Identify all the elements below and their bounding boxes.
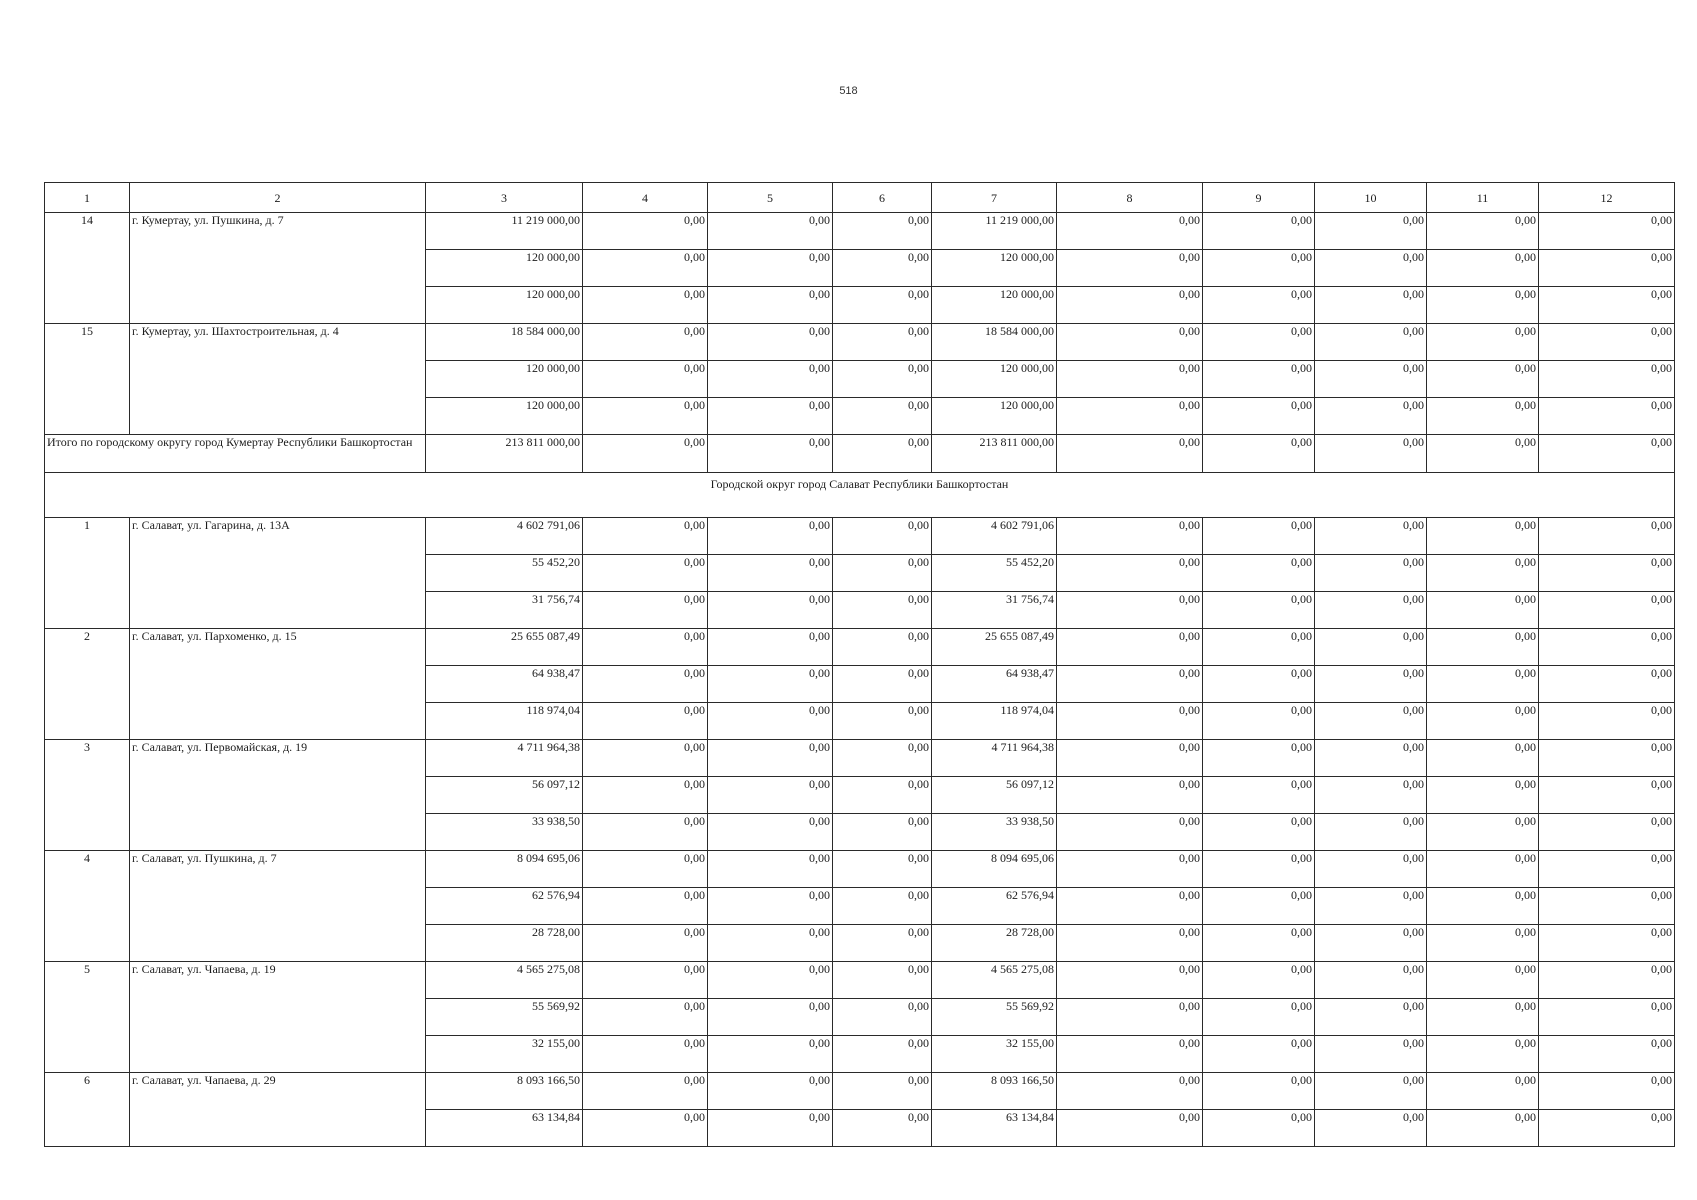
amount-cell: 0,00 xyxy=(1427,287,1539,324)
amount-cell: 0,00 xyxy=(1539,703,1675,740)
amount-cell: 4 602 791,06 xyxy=(932,518,1057,555)
amount-cell: 0,00 xyxy=(1315,398,1427,435)
total-amount-cell: 0,00 xyxy=(1315,435,1427,473)
amount-cell: 28 728,00 xyxy=(426,925,583,962)
amount-cell: 55 569,92 xyxy=(932,999,1057,1036)
amount-cell: 0,00 xyxy=(1315,888,1427,925)
amount-cell: 0,00 xyxy=(583,666,708,703)
amount-cell: 0,00 xyxy=(1427,250,1539,287)
amount-cell: 0,00 xyxy=(1539,398,1675,435)
amount-cell: 0,00 xyxy=(1315,851,1427,888)
amount-cell: 32 155,00 xyxy=(932,1036,1057,1073)
amount-cell: 0,00 xyxy=(1427,1073,1539,1110)
row-index: 15 xyxy=(45,324,130,435)
amount-cell: 120 000,00 xyxy=(426,250,583,287)
amount-cell: 28 728,00 xyxy=(932,925,1057,962)
object-address: г. Салават, ул. Чапаева, д. 19 xyxy=(130,962,426,1073)
amount-cell: 0,00 xyxy=(833,962,932,999)
amount-cell: 4 711 964,38 xyxy=(932,740,1057,777)
total-amount-cell: 0,00 xyxy=(708,435,833,473)
amount-cell: 120 000,00 xyxy=(932,361,1057,398)
amount-cell: 0,00 xyxy=(1315,250,1427,287)
amount-cell: 0,00 xyxy=(1539,592,1675,629)
amount-cell: 0,00 xyxy=(1057,250,1203,287)
amount-cell: 0,00 xyxy=(1203,398,1315,435)
amount-cell: 0,00 xyxy=(1203,740,1315,777)
total-amount-cell: 213 811 000,00 xyxy=(426,435,583,473)
table-row xyxy=(45,1073,1675,1110)
amount-cell: 62 576,94 xyxy=(932,888,1057,925)
amount-cell: 0,00 xyxy=(583,1036,708,1073)
row-index: 1 xyxy=(45,518,130,629)
amount-cell: 55 569,92 xyxy=(426,999,583,1036)
amount-cell: 0,00 xyxy=(583,1073,708,1110)
amount-cell: 0,00 xyxy=(1315,666,1427,703)
table-row xyxy=(45,213,1675,250)
amount-cell: 0,00 xyxy=(1539,287,1675,324)
amount-cell: 0,00 xyxy=(708,740,833,777)
total-row xyxy=(45,435,1675,473)
table-body xyxy=(45,183,1675,1147)
column-header: 8 xyxy=(1057,183,1203,213)
amount-cell: 0,00 xyxy=(708,555,833,592)
object-address: г. Салават, ул. Гагарина, д. 13А xyxy=(130,518,426,629)
amount-cell: 0,00 xyxy=(1539,361,1675,398)
amount-cell: 0,00 xyxy=(1057,666,1203,703)
amount-cell: 8 093 166,50 xyxy=(426,1073,583,1110)
amount-cell: 0,00 xyxy=(708,1110,833,1147)
amount-cell: 0,00 xyxy=(1203,666,1315,703)
amount-cell: 0,00 xyxy=(708,213,833,250)
amount-cell: 0,00 xyxy=(1427,213,1539,250)
amount-cell: 55 452,20 xyxy=(932,555,1057,592)
amount-cell: 0,00 xyxy=(708,398,833,435)
amount-cell: 0,00 xyxy=(583,851,708,888)
amount-cell: 63 134,84 xyxy=(932,1110,1057,1147)
amount-cell: 0,00 xyxy=(1203,555,1315,592)
amount-cell: 0,00 xyxy=(833,777,932,814)
amount-cell: 0,00 xyxy=(833,925,932,962)
amount-cell: 0,00 xyxy=(1539,1073,1675,1110)
amount-cell: 0,00 xyxy=(1539,740,1675,777)
amount-cell: 0,00 xyxy=(1315,213,1427,250)
object-address: г. Салават, ул. Пушкина, д. 7 xyxy=(130,851,426,962)
amount-cell: 0,00 xyxy=(1539,777,1675,814)
amount-cell: 0,00 xyxy=(1427,851,1539,888)
amount-cell: 0,00 xyxy=(1057,1036,1203,1073)
amount-cell: 0,00 xyxy=(1539,851,1675,888)
amount-cell: 0,00 xyxy=(708,851,833,888)
amount-cell: 0,00 xyxy=(1203,851,1315,888)
amount-cell: 0,00 xyxy=(1539,888,1675,925)
amount-cell: 25 655 087,49 xyxy=(932,629,1057,666)
amount-cell: 11 219 000,00 xyxy=(932,213,1057,250)
amount-cell: 0,00 xyxy=(1057,518,1203,555)
amount-cell: 0,00 xyxy=(833,888,932,925)
table-row xyxy=(45,740,1675,777)
amount-cell: 18 584 000,00 xyxy=(426,324,583,361)
amount-cell: 0,00 xyxy=(1427,703,1539,740)
amount-cell: 0,00 xyxy=(708,250,833,287)
total-label: Итого по городскому округу город Кумертау Республики Башкортостан xyxy=(45,435,426,473)
amount-cell: 0,00 xyxy=(833,361,932,398)
amount-cell: 0,00 xyxy=(1057,777,1203,814)
amount-cell: 0,00 xyxy=(1315,1036,1427,1073)
amount-cell: 0,00 xyxy=(1203,518,1315,555)
total-amount-cell: 0,00 xyxy=(1539,435,1675,473)
amount-cell: 0,00 xyxy=(1057,1110,1203,1147)
amount-cell: 0,00 xyxy=(833,666,932,703)
amount-cell: 120 000,00 xyxy=(932,250,1057,287)
amount-cell: 0,00 xyxy=(1539,1036,1675,1073)
amount-cell: 0,00 xyxy=(1203,925,1315,962)
amount-cell: 0,00 xyxy=(1427,629,1539,666)
column-header: 1 xyxy=(45,183,130,213)
amount-cell: 0,00 xyxy=(1315,999,1427,1036)
amount-cell: 0,00 xyxy=(1057,888,1203,925)
amount-cell: 0,00 xyxy=(1427,925,1539,962)
amount-cell: 33 938,50 xyxy=(932,814,1057,851)
amount-cell: 63 134,84 xyxy=(426,1110,583,1147)
section-title: Городской округ город Салават Республики Башкортостан xyxy=(45,473,1675,518)
amount-cell: 0,00 xyxy=(708,999,833,1036)
amount-cell: 0,00 xyxy=(1203,1073,1315,1110)
amount-cell: 62 576,94 xyxy=(426,888,583,925)
amount-cell: 0,00 xyxy=(1427,1036,1539,1073)
amount-cell: 0,00 xyxy=(1057,851,1203,888)
amount-cell: 118 974,04 xyxy=(932,703,1057,740)
amount-cell: 0,00 xyxy=(1057,361,1203,398)
row-index: 2 xyxy=(45,629,130,740)
amount-cell: 0,00 xyxy=(1203,287,1315,324)
amount-cell: 0,00 xyxy=(1315,1073,1427,1110)
amount-cell: 0,00 xyxy=(833,213,932,250)
amount-cell: 0,00 xyxy=(1427,777,1539,814)
amount-cell: 0,00 xyxy=(583,361,708,398)
amount-cell: 0,00 xyxy=(1057,999,1203,1036)
amount-cell: 0,00 xyxy=(1315,740,1427,777)
amount-cell: 4 565 275,08 xyxy=(426,962,583,999)
amount-cell: 0,00 xyxy=(583,925,708,962)
amount-cell: 0,00 xyxy=(1315,555,1427,592)
amount-cell: 4 711 964,38 xyxy=(426,740,583,777)
object-address: г. Салават, ул. Пархоменко, д. 15 xyxy=(130,629,426,740)
amount-cell: 33 938,50 xyxy=(426,814,583,851)
amount-cell: 0,00 xyxy=(833,1110,932,1147)
amount-cell: 0,00 xyxy=(1057,324,1203,361)
amount-cell: 25 655 087,49 xyxy=(426,629,583,666)
amount-cell: 0,00 xyxy=(708,324,833,361)
amount-cell: 0,00 xyxy=(1427,592,1539,629)
amount-cell: 0,00 xyxy=(583,213,708,250)
object-address: г. Салават, ул. Чапаева, д. 29 xyxy=(130,1073,426,1147)
column-header: 11 xyxy=(1427,183,1539,213)
amount-cell: 0,00 xyxy=(583,398,708,435)
column-header: 5 xyxy=(708,183,833,213)
amount-cell: 0,00 xyxy=(1427,962,1539,999)
amount-cell: 0,00 xyxy=(583,1110,708,1147)
amount-cell: 0,00 xyxy=(1427,398,1539,435)
amount-cell: 0,00 xyxy=(1427,814,1539,851)
amount-cell: 0,00 xyxy=(708,962,833,999)
row-index: 14 xyxy=(45,213,130,324)
amount-cell: 0,00 xyxy=(833,592,932,629)
amount-cell: 0,00 xyxy=(583,999,708,1036)
amount-cell: 120 000,00 xyxy=(426,361,583,398)
amount-cell: 0,00 xyxy=(1315,324,1427,361)
amount-cell: 4 602 791,06 xyxy=(426,518,583,555)
amount-cell: 0,00 xyxy=(833,250,932,287)
amount-cell: 0,00 xyxy=(1203,888,1315,925)
column-header: 7 xyxy=(932,183,1057,213)
total-amount-cell: 0,00 xyxy=(1057,435,1203,473)
amount-cell: 31 756,74 xyxy=(932,592,1057,629)
total-amount-cell: 0,00 xyxy=(1203,435,1315,473)
column-header: 10 xyxy=(1315,183,1427,213)
amount-cell: 0,00 xyxy=(1057,629,1203,666)
amount-cell: 0,00 xyxy=(1203,250,1315,287)
amount-cell: 0,00 xyxy=(1057,740,1203,777)
amount-cell: 0,00 xyxy=(583,250,708,287)
budget-table xyxy=(44,182,1675,1147)
table-row xyxy=(45,962,1675,999)
amount-cell: 0,00 xyxy=(1057,592,1203,629)
amount-cell: 0,00 xyxy=(1203,629,1315,666)
amount-cell: 0,00 xyxy=(1539,666,1675,703)
amount-cell: 0,00 xyxy=(833,740,932,777)
amount-cell: 0,00 xyxy=(1427,518,1539,555)
amount-cell: 0,00 xyxy=(1427,999,1539,1036)
amount-cell: 0,00 xyxy=(583,777,708,814)
amount-cell: 0,00 xyxy=(583,740,708,777)
table-row xyxy=(45,518,1675,555)
amount-cell: 0,00 xyxy=(583,814,708,851)
column-number-row xyxy=(45,183,1675,213)
amount-cell: 0,00 xyxy=(1427,324,1539,361)
table-row xyxy=(45,851,1675,888)
section-row xyxy=(45,473,1675,518)
amount-cell: 0,00 xyxy=(1203,777,1315,814)
amount-cell: 0,00 xyxy=(1315,962,1427,999)
total-amount-cell: 0,00 xyxy=(833,435,932,473)
amount-cell: 0,00 xyxy=(708,361,833,398)
amount-cell: 0,00 xyxy=(1539,518,1675,555)
amount-cell: 0,00 xyxy=(1539,814,1675,851)
amount-cell: 0,00 xyxy=(1057,925,1203,962)
amount-cell: 120 000,00 xyxy=(426,287,583,324)
amount-cell: 0,00 xyxy=(1539,250,1675,287)
amount-cell: 120 000,00 xyxy=(932,287,1057,324)
column-header: 2 xyxy=(130,183,426,213)
amount-cell: 0,00 xyxy=(708,1036,833,1073)
amount-cell: 0,00 xyxy=(833,999,932,1036)
amount-cell: 8 093 166,50 xyxy=(932,1073,1057,1110)
total-amount-cell: 0,00 xyxy=(583,435,708,473)
amount-cell: 0,00 xyxy=(708,287,833,324)
row-index: 3 xyxy=(45,740,130,851)
amount-cell: 0,00 xyxy=(1427,888,1539,925)
amount-cell: 0,00 xyxy=(708,703,833,740)
amount-cell: 0,00 xyxy=(1203,361,1315,398)
amount-cell: 0,00 xyxy=(1203,814,1315,851)
object-address: г. Салават, ул. Первомайская, д. 19 xyxy=(130,740,426,851)
amount-cell: 0,00 xyxy=(708,814,833,851)
amount-cell: 0,00 xyxy=(833,629,932,666)
amount-cell: 0,00 xyxy=(1539,555,1675,592)
amount-cell: 0,00 xyxy=(1057,814,1203,851)
amount-cell: 0,00 xyxy=(1203,324,1315,361)
amount-cell: 0,00 xyxy=(1539,324,1675,361)
amount-cell: 0,00 xyxy=(583,324,708,361)
amount-cell: 0,00 xyxy=(833,518,932,555)
amount-cell: 0,00 xyxy=(583,888,708,925)
amount-cell: 0,00 xyxy=(1203,1036,1315,1073)
amount-cell: 0,00 xyxy=(1315,592,1427,629)
amount-cell: 0,00 xyxy=(583,629,708,666)
amount-cell: 0,00 xyxy=(1057,555,1203,592)
amount-cell: 18 584 000,00 xyxy=(932,324,1057,361)
row-index: 5 xyxy=(45,962,130,1073)
amount-cell: 0,00 xyxy=(1539,925,1675,962)
amount-cell: 8 094 695,06 xyxy=(426,851,583,888)
amount-cell: 0,00 xyxy=(708,518,833,555)
amount-cell: 0,00 xyxy=(833,814,932,851)
amount-cell: 0,00 xyxy=(583,592,708,629)
total-amount-cell: 0,00 xyxy=(1427,435,1539,473)
amount-cell: 0,00 xyxy=(1203,592,1315,629)
amount-cell: 0,00 xyxy=(1315,1110,1427,1147)
amount-cell: 0,00 xyxy=(1057,1073,1203,1110)
amount-cell: 0,00 xyxy=(1057,703,1203,740)
amount-cell: 0,00 xyxy=(708,666,833,703)
column-header: 9 xyxy=(1203,183,1315,213)
amount-cell: 0,00 xyxy=(1315,777,1427,814)
amount-cell: 0,00 xyxy=(708,925,833,962)
table-row xyxy=(45,629,1675,666)
amount-cell: 0,00 xyxy=(708,629,833,666)
amount-cell: 0,00 xyxy=(583,287,708,324)
column-header: 3 xyxy=(426,183,583,213)
amount-cell: 0,00 xyxy=(1315,703,1427,740)
amount-cell: 55 452,20 xyxy=(426,555,583,592)
amount-cell: 0,00 xyxy=(1539,999,1675,1036)
amount-cell: 0,00 xyxy=(1539,629,1675,666)
amount-cell: 0,00 xyxy=(1315,814,1427,851)
amount-cell: 0,00 xyxy=(1427,740,1539,777)
amount-cell: 118 974,04 xyxy=(426,703,583,740)
amount-cell: 0,00 xyxy=(1427,666,1539,703)
amount-cell: 0,00 xyxy=(1315,287,1427,324)
column-header: 4 xyxy=(583,183,708,213)
table-row xyxy=(45,324,1675,361)
amount-cell: 8 094 695,06 xyxy=(932,851,1057,888)
row-index: 6 xyxy=(45,1073,130,1147)
amount-cell: 0,00 xyxy=(1057,398,1203,435)
amount-cell: 56 097,12 xyxy=(932,777,1057,814)
amount-cell: 0,00 xyxy=(833,1073,932,1110)
row-index: 4 xyxy=(45,851,130,962)
amount-cell: 0,00 xyxy=(708,777,833,814)
column-header: 12 xyxy=(1539,183,1675,213)
amount-cell: 0,00 xyxy=(833,324,932,361)
amount-cell: 0,00 xyxy=(1203,1110,1315,1147)
amount-cell: 0,00 xyxy=(1427,361,1539,398)
amount-cell: 0,00 xyxy=(583,555,708,592)
amount-cell: 0,00 xyxy=(1203,703,1315,740)
total-amount-cell: 213 811 000,00 xyxy=(932,435,1057,473)
amount-cell: 64 938,47 xyxy=(426,666,583,703)
column-header: 6 xyxy=(833,183,932,213)
amount-cell: 0,00 xyxy=(1539,213,1675,250)
amount-cell: 120 000,00 xyxy=(426,398,583,435)
amount-cell: 0,00 xyxy=(833,555,932,592)
amount-cell: 0,00 xyxy=(1539,1110,1675,1147)
page-number: 518 xyxy=(839,85,858,97)
amount-cell: 0,00 xyxy=(708,592,833,629)
amount-cell: 32 155,00 xyxy=(426,1036,583,1073)
amount-cell: 0,00 xyxy=(833,703,932,740)
amount-cell: 0,00 xyxy=(708,1073,833,1110)
amount-cell: 0,00 xyxy=(1203,213,1315,250)
amount-cell: 0,00 xyxy=(1057,213,1203,250)
amount-cell: 0,00 xyxy=(1203,999,1315,1036)
amount-cell: 0,00 xyxy=(1315,518,1427,555)
amount-cell: 0,00 xyxy=(1057,287,1203,324)
amount-cell: 0,00 xyxy=(583,703,708,740)
amount-cell: 0,00 xyxy=(708,888,833,925)
amount-cell: 120 000,00 xyxy=(932,398,1057,435)
amount-cell: 0,00 xyxy=(1315,361,1427,398)
amount-cell: 0,00 xyxy=(1203,962,1315,999)
amount-cell: 0,00 xyxy=(833,851,932,888)
amount-cell: 0,00 xyxy=(833,287,932,324)
amount-cell: 0,00 xyxy=(1539,962,1675,999)
amount-cell: 0,00 xyxy=(833,1036,932,1073)
amount-cell: 0,00 xyxy=(1427,555,1539,592)
amount-cell: 0,00 xyxy=(1315,925,1427,962)
object-address: г. Кумертау, ул. Пушкина, д. 7 xyxy=(130,213,426,324)
amount-cell: 0,00 xyxy=(583,518,708,555)
amount-cell: 64 938,47 xyxy=(932,666,1057,703)
amount-cell: 4 565 275,08 xyxy=(932,962,1057,999)
amount-cell: 56 097,12 xyxy=(426,777,583,814)
amount-cell: 0,00 xyxy=(1427,1110,1539,1147)
amount-cell: 31 756,74 xyxy=(426,592,583,629)
amount-cell: 0,00 xyxy=(833,398,932,435)
amount-cell: 0,00 xyxy=(1057,962,1203,999)
amount-cell: 11 219 000,00 xyxy=(426,213,583,250)
amount-cell: 0,00 xyxy=(1315,629,1427,666)
amount-cell: 0,00 xyxy=(583,962,708,999)
object-address: г. Кумертау, ул. Шахтостроительная, д. 4 xyxy=(130,324,426,435)
